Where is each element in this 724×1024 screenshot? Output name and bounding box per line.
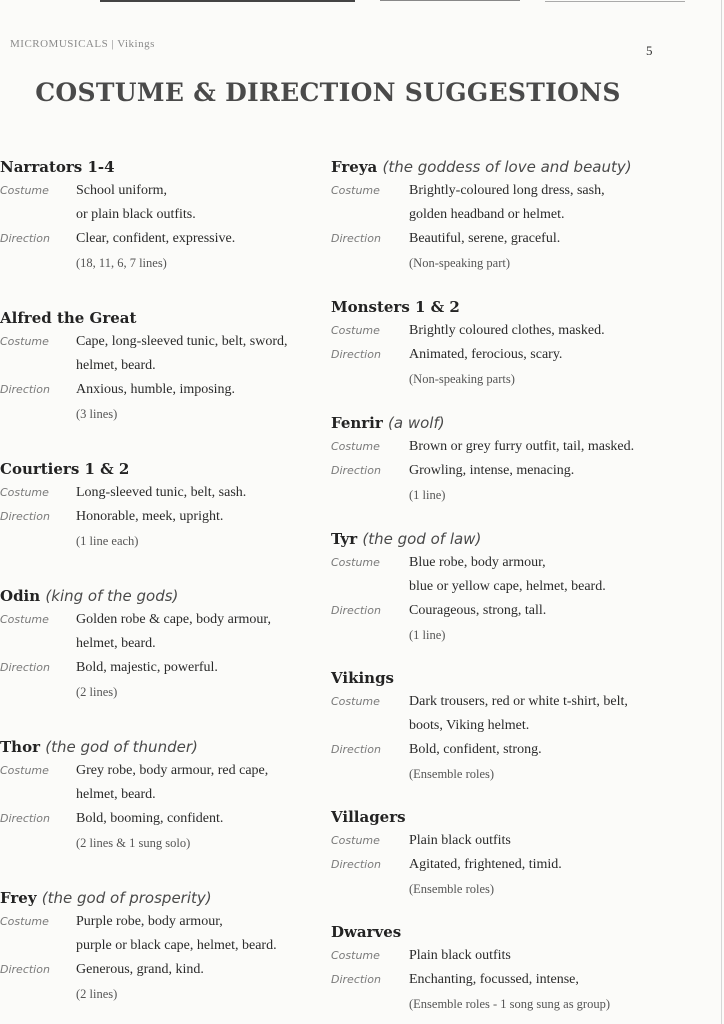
costume-line: Plain black outfits [409,948,511,963]
costume-label: Costume [331,440,380,453]
direction-text [409,343,651,367]
costume-line: Long-sleeved tunic, belt, sash. [76,485,247,500]
costume-row [331,179,651,227]
direction-line: Growling, intense, menacing. [409,463,575,478]
direction-text [409,227,651,251]
role-name: Fenrir [331,414,383,432]
role-heading [0,886,320,910]
costume-line: School uniform, [76,183,167,198]
direction-label: Direction [331,743,381,756]
role-heading [331,805,651,829]
role-heading [0,735,320,759]
direction-text [76,378,320,402]
role-note: (1 line each) [76,534,139,548]
costume-line: Brown or grey furry outfit, tail, masked. [409,439,635,454]
direction-line: Bold, confident, strong. [409,742,542,757]
role-note: (2 lines) [76,987,118,1001]
costume-label: Costume [331,556,380,569]
costume-label: Costume [0,764,49,777]
direction-text [409,459,651,483]
costume-text [76,179,320,227]
direction-text [409,853,651,877]
costume-line: Plain black outfits [409,833,511,848]
direction-label: Direction [331,464,381,477]
costume-line: or plain black outfits. [76,207,196,222]
role-note: (1 line) [409,628,446,642]
costume-label: Costume [331,695,380,708]
role-heading [331,295,651,319]
role-subtitle: (the goddess of love and beauty) [382,158,632,176]
role-subtitle: (the god of thunder) [45,738,198,756]
direction-line: Generous, grand, kind. [76,962,204,977]
costume-line: Golden robe & cape, body armour, [76,612,271,627]
direction-text [76,807,320,831]
role-name: Narrators 1-4 [0,158,115,176]
role-note: (1 line) [409,488,446,502]
direction-text [76,958,320,982]
role-heading [331,155,651,179]
role-subtitle: (the god of prosperity) [41,889,212,907]
role-subtitle: (the god of law) [362,530,482,548]
role-name: Villagers [331,808,406,826]
role-name: Vikings [331,669,395,687]
costume-row [331,829,651,853]
role-entry [331,666,651,786]
role-note: (Non-speaking parts) [409,372,515,386]
role-name: Freya [331,158,378,176]
costume-text [409,551,651,599]
direction-row [0,378,320,402]
direction-line: Clear, confident, expressive. [76,231,236,246]
role-heading [0,457,320,481]
direction-line: Agitated, frightened, timid. [409,857,562,872]
role-subtitle: (a wolf) [388,414,445,432]
role-entry [331,155,651,275]
direction-label: Direction [0,383,50,396]
costume-line: Dark trousers, red or white t-shirt, belt, [409,694,628,709]
costume-text [409,690,651,738]
role-name: Odin [0,587,41,605]
direction-row [331,343,651,367]
costume-label: Costume [0,184,49,197]
direction-label: Direction [0,232,50,245]
costume-row [331,944,651,968]
costume-label: Costume [0,915,49,928]
role-note: (Non-speaking part) [409,256,511,270]
direction-text [76,505,320,529]
role-name: Thor [0,738,40,756]
costume-line: Brightly coloured clothes, masked. [409,323,605,338]
direction-row [331,599,651,623]
costume-row [0,481,320,505]
role-heading [331,666,651,690]
direction-row [0,227,320,251]
direction-label: Direction [331,973,381,986]
costume-line: helmet, beard. [76,787,156,802]
direction-row [331,968,651,992]
page-title: COSTUME & DIRECTION SUGGESTIONS [35,78,621,107]
role-heading [331,920,651,944]
costume-line: golden headband or helmet. [409,207,565,222]
direction-row [331,738,651,762]
costume-label: Costume [331,184,380,197]
role-heading [331,411,651,435]
costume-label: Costume [331,949,380,962]
role-entry [0,735,320,855]
direction-line: Honorable, meek, upright. [76,509,224,524]
role-subtitle: (king of the gods) [45,587,179,605]
direction-text [76,656,320,680]
costume-line: helmet, beard. [76,636,156,651]
role-heading [0,306,320,330]
running-head: MICROMUSICALS | Vikings [10,38,155,50]
role-heading [331,527,651,551]
role-name: Monsters 1 & 2 [331,298,460,316]
direction-label: Direction [0,812,50,825]
costume-text [76,910,320,958]
role-name: Tyr [331,530,358,548]
direction-line: Enchanting, focussed, intense, [409,972,579,987]
direction-label: Direction [331,232,381,245]
direction-text [409,968,651,992]
costume-text [76,330,320,378]
direction-label: Direction [331,858,381,871]
role-heading [0,155,320,179]
role-name: Frey [0,889,37,907]
direction-label: Direction [0,510,50,523]
page-number: 5 [646,43,653,58]
costume-row [0,330,320,378]
direction-label: Direction [331,604,381,617]
costume-text [409,319,651,343]
costume-label: Costume [0,335,49,348]
costume-line: Purple robe, body armour, [76,914,223,929]
direction-text [409,599,651,623]
costume-text [76,481,320,505]
costume-row [331,551,651,599]
scan-line-top [100,0,355,2]
role-note: (18, 11, 6, 7 lines) [76,256,167,270]
role-entry [331,411,651,507]
costume-text [409,829,651,853]
role-note: (2 lines & 1 sung solo) [76,836,191,850]
scan-line-top [545,1,685,2]
costume-text [409,435,651,459]
costume-row [0,910,320,958]
role-note: (Ensemble roles) [409,767,495,781]
role-note: (Ensemble roles) [409,882,495,896]
role-entry [0,457,320,553]
costume-text [76,759,320,807]
costume-label: Costume [0,486,49,499]
direction-line: Anxious, humble, imposing. [76,382,236,397]
direction-line: Bold, booming, confident. [76,811,224,826]
role-note: (Ensemble roles - 1 song sung as group) [409,997,611,1011]
role-entry [331,295,651,391]
direction-row [331,853,651,877]
costume-line: Grey robe, body armour, red cape, [76,763,269,778]
role-note: (3 lines) [76,407,118,421]
costume-row [331,435,651,459]
costume-line: blue or yellow cape, helmet, beard. [409,579,606,594]
costume-row [0,759,320,807]
costume-line: Blue robe, body armour, [409,555,546,570]
direction-label: Direction [0,963,50,976]
direction-row [331,227,651,251]
direction-label: Direction [0,661,50,674]
costume-text [409,179,651,227]
direction-row [0,505,320,529]
direction-row [0,807,320,831]
direction-line: Animated, ferocious, scary. [409,347,563,362]
role-entry [0,886,320,1006]
page-edge [721,0,722,1024]
costume-line: purple or black cape, helmet, beard. [76,938,277,953]
costume-line: Brightly-coloured long dress, sash, [409,183,605,198]
costume-label: Costume [0,613,49,626]
costume-line: boots, Viking helmet. [409,718,530,733]
direction-label: Direction [331,348,381,361]
role-name: Alfred the Great [0,309,137,327]
role-entry [0,584,320,704]
costume-row [331,319,651,343]
direction-line: Courageous, strong, tall. [409,603,547,618]
costume-text [76,608,320,656]
direction-text [76,227,320,251]
direction-row [331,459,651,483]
direction-row [0,656,320,680]
scan-line-top [380,0,520,1]
direction-line: Bold, majestic, powerful. [76,660,218,675]
direction-text [409,738,651,762]
costume-row [0,608,320,656]
role-entry [0,155,320,275]
role-name: Dwarves [331,923,402,941]
direction-line: Beautiful, serene, graceful. [409,231,561,246]
costume-label: Costume [331,324,380,337]
role-name: Courtiers 1 & 2 [0,460,130,478]
costume-label: Costume [331,834,380,847]
role-note: (2 lines) [76,685,118,699]
role-entry [0,306,320,426]
role-entry [331,805,651,901]
role-entry [331,527,651,647]
direction-row [0,958,320,982]
costume-row [331,690,651,738]
role-entry [331,920,651,1016]
costume-line: helmet, beard. [76,358,156,373]
costume-line: Cape, long-sleeved tunic, belt, sword, [76,334,288,349]
costume-text [409,944,651,968]
role-heading [0,584,320,608]
costume-row [0,179,320,227]
